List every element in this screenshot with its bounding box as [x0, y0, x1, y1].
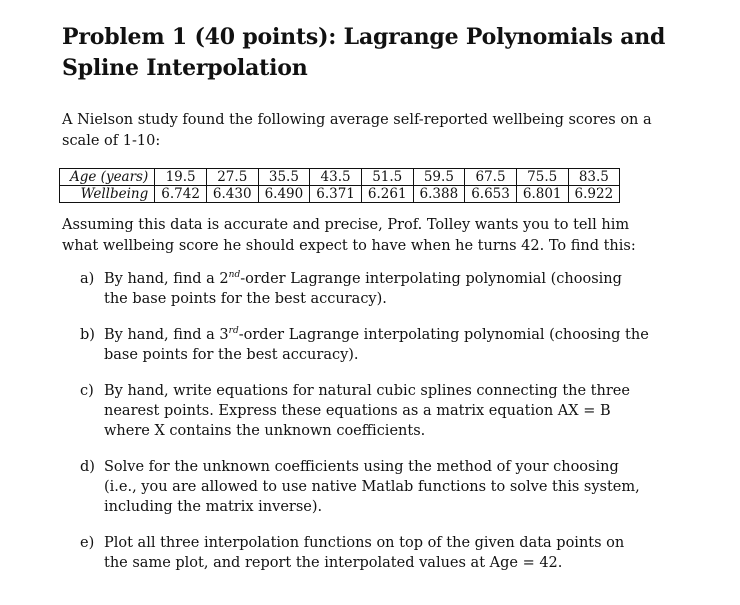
wellbeing-cell: 6.388 — [413, 186, 465, 203]
part-label: b) — [80, 327, 95, 343]
age-cell: 43.5 — [310, 169, 362, 186]
wellbeing-cell: 6.922 — [568, 186, 620, 203]
wellbeing-cell: 6.371 — [310, 186, 362, 203]
wellbeing-cell: 6.742 — [155, 186, 207, 203]
problem-title — [62, 22, 702, 84]
ordinal-suffix: rd — [228, 326, 239, 337]
wellbeing-row — [60, 186, 620, 203]
wellbeing-cell: 6.801 — [516, 186, 568, 203]
age-cell: 19.5 — [155, 169, 207, 186]
part-text: Plot all three interpolation functions on top of the given data points on the same plot, and report the interpolated values at Age = 42. — [104, 535, 625, 571]
data-table — [59, 168, 620, 203]
wellbeing-cell: 6.490 — [258, 186, 310, 203]
part-text: By hand, find a 2 — [104, 271, 229, 287]
part-text: -order Lagrange interpolating polynomial (choosing the base points for the best accuracy). — [104, 271, 622, 307]
wellbeing-cell: 6.261 — [361, 186, 413, 203]
age-cell: 35.5 — [258, 169, 310, 186]
part-label: c) — [80, 383, 94, 399]
age-cell: 83.5 — [568, 169, 620, 186]
part-text: Solve for the unknown coefficients using the method of your choosing (i.e., you are allowed to use native Matlab functions to solve this system, including the matrix inverse). — [104, 459, 640, 515]
part-label: e) — [80, 535, 95, 551]
title-line-1: Problem 1 (40 points): Lagrange Polynomials and — [62, 24, 666, 50]
part-c — [62, 381, 649, 441]
age-cell: 27.5 — [206, 169, 258, 186]
wellbeing-cell: 6.430 — [206, 186, 258, 203]
part-a — [62, 269, 649, 309]
ordinal-suffix: nd — [228, 270, 241, 281]
assumption-paragraph: Assuming this data is accurate and precise, Prof. Tolley wants you to tell him what wellbeing score he should expect to have when he turns 42. To find this: — [62, 217, 636, 254]
problem-page — [62, 22, 702, 589]
part-label: a) — [80, 271, 95, 287]
part-d — [62, 457, 649, 517]
wellbeing-cell: 6.653 — [465, 186, 517, 203]
part-label: d) — [80, 459, 95, 475]
age-cell: 67.5 — [465, 169, 517, 186]
part-e — [62, 533, 649, 573]
part-b — [62, 325, 649, 365]
problem-parts-list — [62, 269, 702, 573]
part-text: By hand, find a 3 — [104, 327, 229, 343]
age-cell: 51.5 — [361, 169, 413, 186]
intro-paragraph: A Nielson study found the following average self-reported wellbeing scores on a scale of 1-10: — [62, 112, 652, 149]
part-text: By hand, write equations for natural cubic splines connecting the three nearest points. Express these equations as a matrix equation AX = B where X contains the unknown coefficients. — [104, 383, 630, 439]
title-line-2: Spline Interpolation — [62, 55, 308, 81]
age-cell: 59.5 — [413, 169, 465, 186]
part-text: -order Lagrange interpolating polynomial (choosing the base points for the best accuracy). — [104, 327, 649, 363]
age-row-header: Age (years) — [60, 169, 155, 186]
wellbeing-row-header: Wellbeing — [60, 186, 155, 203]
age-cell: 75.5 — [516, 169, 568, 186]
age-row — [60, 169, 620, 186]
